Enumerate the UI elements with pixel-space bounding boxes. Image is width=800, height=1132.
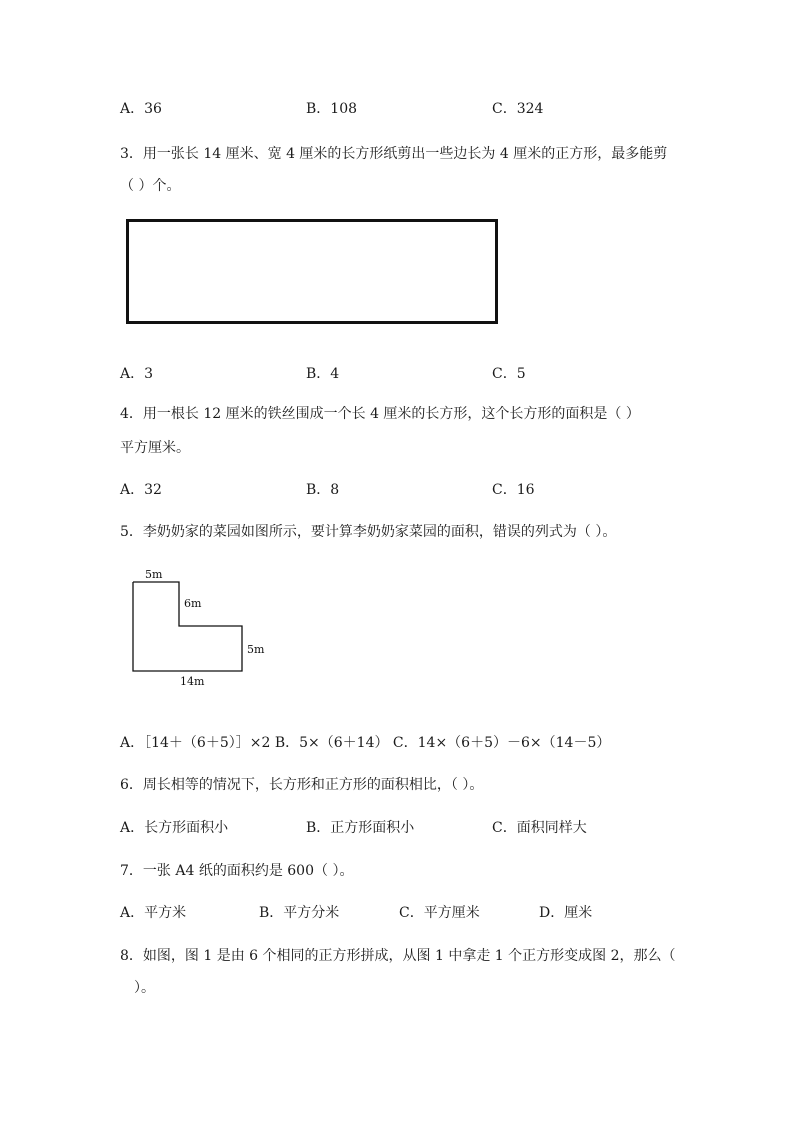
- q5-garden-figure: [120, 562, 280, 692]
- q4-option-a[interactable]: A．32: [120, 482, 162, 498]
- l-shape-outline: [133, 582, 242, 671]
- label-top-5m: 5m: [145, 568, 163, 581]
- q8-question-line1: 8．如图，图 1 是由 6 个相同的正方形拼成，从图 1 中拿走 1 个正方形变成图 2，那么（: [120, 948, 676, 964]
- q2-option-c[interactable]: C．324: [492, 101, 544, 117]
- q8-question-line2: ）。: [134, 980, 155, 996]
- q7-option-c[interactable]: C．平方厘米: [399, 905, 480, 921]
- q3-option-b[interactable]: B．4: [306, 366, 340, 382]
- label-right-5m: 5m: [247, 643, 265, 656]
- q5-question-line1: 5．李奶奶家的菜园如图所示，要计算李奶奶家菜园的面积，错误的列式为（ ）。: [120, 524, 617, 540]
- q7-option-a[interactable]: A．平方米: [120, 905, 187, 921]
- label-inner-6m: 6m: [184, 597, 202, 610]
- q4-question-line1: 4．用一根长 12 厘米的铁丝围成一个长 4 厘米的长方形，这个长方形的面积是（ ）: [120, 406, 640, 422]
- q6-option-b[interactable]: B．正方形面积小: [306, 820, 415, 836]
- label-bottom-14m: 14m: [180, 675, 205, 688]
- q6-option-c[interactable]: C．面积同样大: [492, 820, 587, 836]
- q7-question-line1: 7．一张 A4 纸的面积约是 600（ ）。: [120, 863, 354, 879]
- q3-option-a[interactable]: A．3: [120, 366, 154, 382]
- q5-options-line[interactable]: A．［14＋（6＋5）］×2 B．5×（6＋14） C．14×（6＋5）－6×（14－5）: [120, 735, 611, 751]
- q3-rectangle-figure: [126, 219, 498, 324]
- q2-option-a[interactable]: A．36: [120, 101, 162, 117]
- q4-option-c[interactable]: C．16: [492, 482, 535, 498]
- q7-option-b[interactable]: B．平方分米: [259, 905, 340, 921]
- q4-option-b[interactable]: B．8: [306, 482, 340, 498]
- q4-question-line2: 平方厘米。: [120, 440, 190, 456]
- q3-option-c[interactable]: C．5: [492, 366, 526, 382]
- q3-question-line2: （ ）个。: [120, 178, 181, 194]
- q6-option-a[interactable]: A．长方形面积小: [120, 820, 229, 836]
- q2-option-b[interactable]: B．108: [306, 101, 358, 117]
- q6-question-line1: 6．周长相等的情况下，长方形和正方形的面积相比，（ ）。: [120, 777, 484, 793]
- q3-question-line1: 3．用一张长 14 厘米、宽 4 厘米的长方形纸剪出一些边长为 4 厘米的正方形，最多能剪: [120, 146, 668, 162]
- q7-option-d[interactable]: D．厘米: [539, 905, 593, 921]
